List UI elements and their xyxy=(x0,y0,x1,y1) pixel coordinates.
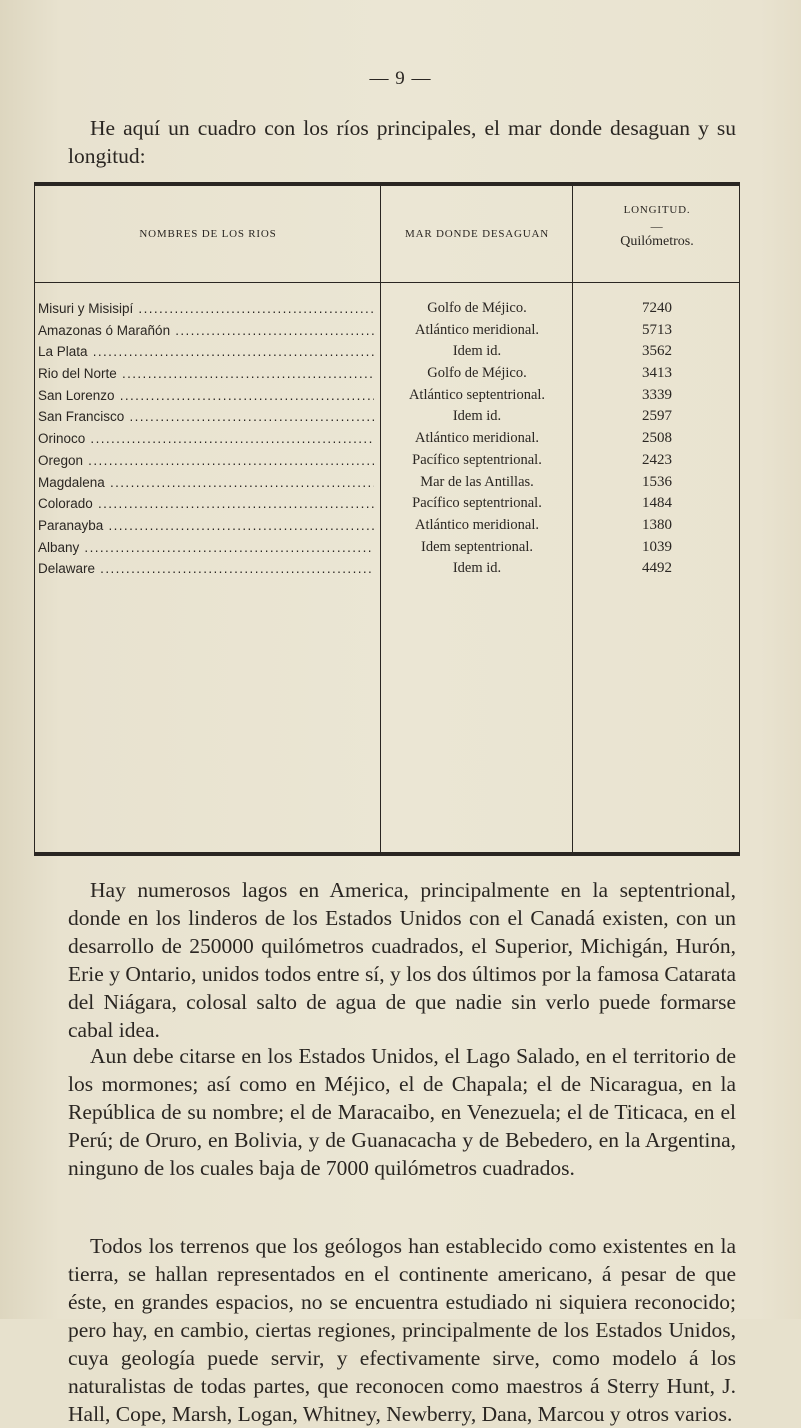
table-row xyxy=(34,363,740,385)
river-sea: Mar de las Antillas. xyxy=(420,473,534,490)
river-sea: Atlántico meridional. xyxy=(414,516,540,533)
rivers-table xyxy=(34,182,740,856)
paragraph-other-lakes: Aun debe citarse en los Estados Unidos, el Lago Salado, en el territorio de los mormones; así como en Méjico, el de Chapala; el de Nicaragua, en la República de su nombre; el de Maracaibo, en Venezuela; el de Titicaca, en el Perú; de Oruro, en Bolivia, y de Guanacacha y de Bebedero, en la Argentina, ninguno de los cuales baja de 7000 quilómetros cuadrados. xyxy=(68,1044,736,1180)
river-name: Misuri y Misisipí ..... xyxy=(38,298,374,320)
paragraph-geology: Todos los terrenos que los geólogos han establecido como existentes en la tierra, se hallan representados en el continente americano, á pesar de que éste, en grandes espacios, no se encuentra estudiado ni siquiera reconocido; pero hay, en cambio, ciertas regiones, principalmente de los Estados Unidos, cuya geología puede servir, y efectivamente sirve, como modelo á los naturalistas de todas partes, que reconocen como maestros á Sterry Hunt, J. Hall, Cope, Marsh, Logan, Whitney, Newberry, Dana, Marcou y otros varios. xyxy=(68,1234,736,1426)
river-length: 1039 xyxy=(642,538,672,555)
river-length: 1536 xyxy=(642,473,672,490)
river-sea: Pacífico septentrional. xyxy=(412,451,542,468)
river-length: 5713 xyxy=(642,321,672,338)
paragraph-lakes: Hay numerosos lagos en America, principalmente en la septentrional, donde en los linderos de los Estados Unidos con el Canadá existen, con un desarrollo de 250000 quilómetros cuadrados, el Superior, Michigán, Hurón, Erie y Ontario, unidos todos entre sí, y los dos últimos por la famosa Catarata del Niágara, colosal salto de agua de que nadie sin verlo puede formarse cabal idea. xyxy=(68,878,736,1042)
table-row xyxy=(34,298,740,320)
header-divider xyxy=(34,282,740,283)
table-row xyxy=(34,428,740,450)
river-name: Amazonas ó Marañón ..... xyxy=(38,320,374,342)
river-sea: Atlántico septentrional. xyxy=(408,386,546,403)
river-sea: Idem id. xyxy=(452,408,502,425)
river-sea: Golfo de Méjico. xyxy=(427,365,527,382)
river-length: 2423 xyxy=(642,451,672,468)
river-sea: Atlántico meridional. xyxy=(414,430,540,447)
river-name: La Plata ..... xyxy=(38,341,374,363)
river-length: 3339 xyxy=(642,386,672,403)
header-length-unit: Quilómetros. xyxy=(620,234,694,249)
river-length: 3413 xyxy=(642,365,672,382)
header-length-dash: — xyxy=(650,219,664,233)
table-body xyxy=(34,298,740,580)
table-row xyxy=(34,385,740,407)
table-row xyxy=(34,558,740,580)
river-sea: Idem septentrional. xyxy=(421,538,533,555)
river-length: 2597 xyxy=(642,408,672,425)
river-name: Rio del Norte ..... xyxy=(38,363,374,385)
table-row xyxy=(34,515,740,537)
river-length: 2508 xyxy=(642,430,672,447)
river-name: San Francisco ..... xyxy=(38,406,374,428)
river-length: 3562 xyxy=(642,343,672,360)
river-name: San Lorenzo ..... xyxy=(38,385,374,407)
river-sea: Idem id. xyxy=(452,343,502,360)
river-name: Delaware ..... xyxy=(38,558,374,580)
river-sea: Golfo de Méjico. xyxy=(427,300,527,316)
river-length: 4492 xyxy=(642,560,672,577)
river-sea: Idem id. xyxy=(452,560,502,577)
page-number: — 9 — xyxy=(369,68,432,89)
river-length: 1484 xyxy=(642,495,672,512)
river-name: Colorado ..... xyxy=(38,493,374,515)
header-length-label: LONGITUD. xyxy=(623,204,691,216)
river-name: Albany ..... xyxy=(38,537,374,559)
header-sea: MAR DONDE DESAGUAN xyxy=(405,228,549,240)
river-name: Oregon ..... xyxy=(38,450,374,472)
table-row xyxy=(34,472,740,494)
table-row xyxy=(34,341,740,363)
river-sea: Pacífico septentrional. xyxy=(412,495,542,512)
table-row xyxy=(34,320,740,342)
table-row xyxy=(34,450,740,472)
river-name: Magdalena ..... xyxy=(38,472,374,494)
table-row xyxy=(34,493,740,515)
intro-paragraph: He aquí un cuadro con los ríos principales, el mar donde desaguan y su longitud: xyxy=(68,116,736,168)
header-length xyxy=(574,200,740,252)
river-name: Paranayba ..... xyxy=(38,515,374,537)
river-name: Orinoco ..... xyxy=(38,428,374,450)
header-rivers: NOMBRES DE LOS RIOS xyxy=(139,228,277,240)
table-row xyxy=(34,537,740,559)
river-length: 1380 xyxy=(642,516,672,533)
table-row xyxy=(34,406,740,428)
river-length: 7240 xyxy=(642,300,672,316)
river-sea: Atlántico meridional. xyxy=(414,321,540,338)
